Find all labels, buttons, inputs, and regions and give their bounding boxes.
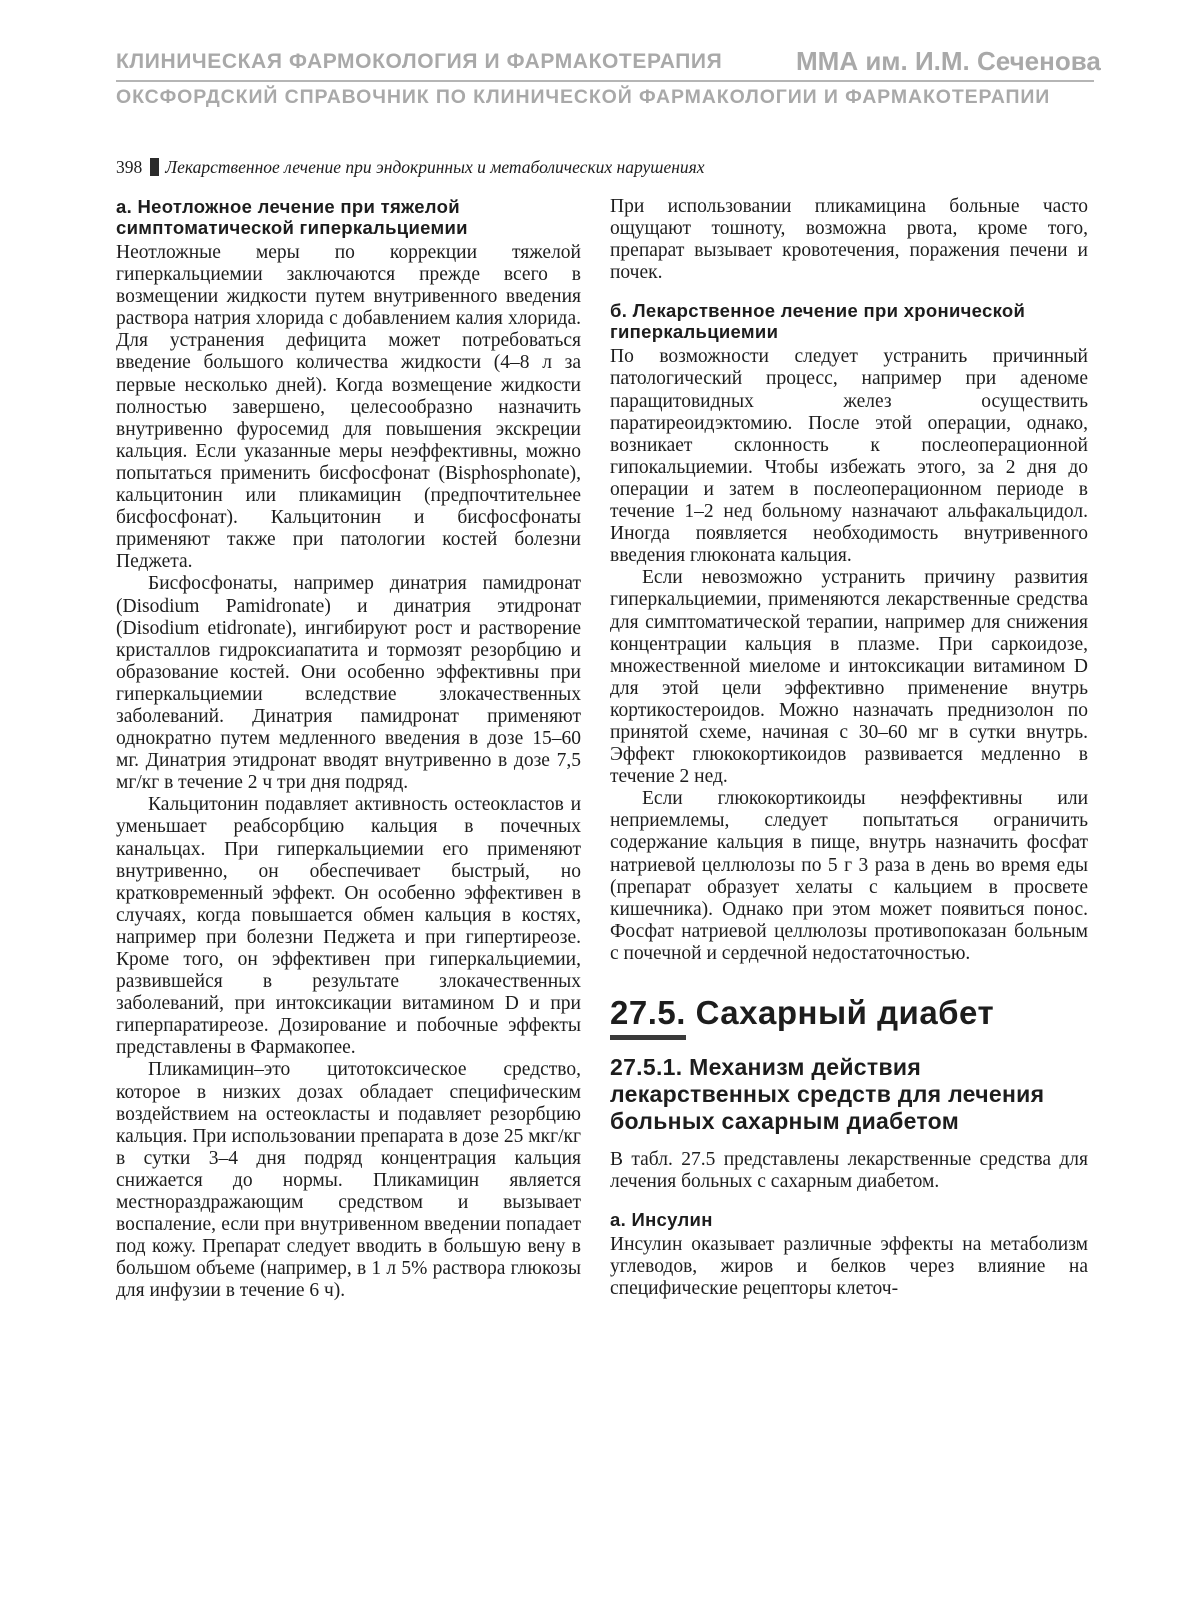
paragraph: Инсулин оказывает различные эффекты на метаболизм углеводов, жиров и белков через влияние на специфические рецепторы клеточ- [610, 1234, 1088, 1300]
header-title-right: ММА им. И.М. Сеченова [796, 46, 1101, 76]
paragraph: Бисфосфонаты, например динатрия памидронат (Disodium Pamidronate) и динатрия этидронат (Disodium etidronate), ингибируют рост и растворение кристаллов гидроксиапатита и тормозят резорбцию и образование костей. Они особенно эффективны при гиперкальциемии вследствие злокачественных заболеваний. Динатрия памидронат применяют однократно путем медленного введения в дозе 15–60 мг. Динатрия этидронат вводят внутривенно в дозе 7,5 мг/кг в течение 2 ч три дня подряд. [116, 573, 581, 794]
paragraph: Если глюкокортикоиды неэффективны или неприемлемы, следует попытаться ограничить содержание кальция в пище, внутрь назначить фосфат натриевой целлюлозы по 5 г 3 раза в день во время еды (препарат образует хелаты с кальцием в просвете кишечника). Однако при этом может появиться понос. Фосфат натриевой целлюлозы противопоказан больным с почечной и сердечной недостаточностью. [610, 788, 1088, 964]
header-divider [116, 80, 1094, 82]
heading-chronic-treatment: б. Лекарственное лечение при хронической гиперкальциемии [610, 300, 1026, 343]
paragraph: В табл. 27.5 представлены лекарственные средства для лечения больных с сахарным диабетом. [610, 1149, 1088, 1193]
right-column [610, 196, 1088, 1300]
paragraph: Пликамицин–это цитотоксическое средство, которое в низких дозах обладает специфическим воздействием на остеокласты и подавляет резорбцию кальция. При использовании препарата в дозе 25 мкг/кг в сутки 3–4 дня подряд концентрация кальция снижается до нормы. Пликамицин является местнораздражающим средством и вызывает воспаление, если при внутривенном введении попадает под кожу. Препарат следует вводить в большую вену в большом объеме (например, в 1 л 5% раствора глюкозы для инфузии в течение 6 ч). [116, 1059, 581, 1302]
page-number: 398 [116, 157, 143, 177]
left-column [116, 196, 581, 1303]
section-title: 27.5. Сахарный диабет [610, 994, 995, 1031]
running-head-marker [150, 158, 159, 176]
paragraph: При использовании пликамицина больные часто ощущают тошноту, возможна рвота, кроме того, препарат вызывает кровотечения, поражения печени и почек. [610, 196, 1088, 284]
heading-emergency-treatment: а. Неотложное лечение при тяжелой симптоматической гиперкальциемии [116, 196, 468, 238]
header-subtitle: ОКСФОРДСКИЙ СПРАВОЧНИК ПО КЛИНИЧЕСКОЙ ФАРМАКОЛОГИИ И ФАРМАКОТЕРАПИИ [116, 86, 1051, 108]
paragraph: По возможности следует устранить причинный патологический процесс, например при аденоме паращитовидных желез осуществить паратиреоидэктомию. После этой операции, однако, возникает склонность к послеоперационной гипокальциемии. Чтобы избежать этого, за 2 дня до операции и затем в послеоперационном периоде в течение 1–2 нед больному назначают альфакальцидол. Иногда появляется необходимость внутривенного введения глюконата кальция. [610, 346, 1088, 567]
paragraph: Неотложные меры по коррекции тяжелой гиперкальциемии заключаются прежде всего в возмещении жидкости путем внутривенного введения раствора натрия хлорида с добавлением калия хлорида. Для устранения дефицита может потребоваться введение большого количества жидкости (4–8 л за первые несколько дней). Когда возмещение жидкости полностью завершено, целесообразно назначить внутривенно фуросемид для повышения экскреции кальция. Если указанные меры неэффективны, можно попытаться применить бисфосфонат (Bisphosphonate), кальцитонин или пликамицин (предпочтительнее бисфосфонат). Кальцитонин и бисфосфонаты применяют также при патологии костей болезни Педжета. [116, 242, 581, 573]
running-head [116, 157, 705, 178]
paragraph: Если невозможно устранить причину развития гиперкальциемии, применяются лекарственные средства для симптоматической терапии, например для снижения концентрации кальция в плазме. При саркоидозе, множественной миеломе и интоксикации витамином D для этой цели эффективно применение внутрь кортикостероидов. Можно назначать преднизолон по принятой схеме, начиная с 30–60 мг в сутки внутрь. Эффект глюкокортикоидов развивается медленно в течение 2 нед. [610, 567, 1088, 788]
running-head-title: Лекарственное лечение при эндокринных и метаболических нарушениях [165, 157, 705, 177]
subsection-title: 27.5.1. Механизм действия лекарственных средств для лечения больных сахарным диабетом [610, 1054, 1045, 1134]
section-title-underline [610, 1035, 686, 1040]
heading-insulin: а. Инсулин [610, 1209, 713, 1231]
header-title-left: КЛИНИЧЕСКАЯ ФАРМОКОЛОГИЯ И ФАРМАКОТЕРАПИЯ [116, 50, 723, 73]
paragraph: Кальцитонин подавляет активность остеокластов и уменьшает реабсорбцию кальция в почечных канальцах. При гиперкальциемии его применяют внутривенно, он обеспечивает быстрый, но кратковременный эффект. Он особенно эффективен в случаях, когда повышается обмен кальция в костях, например при болезни Педжета и при гипертиреозе. Кроме того, он эффективен при гиперкальциемии, развившейся в результате злокачественных заболеваний, при интоксикации витамином D и при гиперпаратиреозе. Дозирование и побочные эффекты представлены в Фармакопее. [116, 794, 581, 1059]
